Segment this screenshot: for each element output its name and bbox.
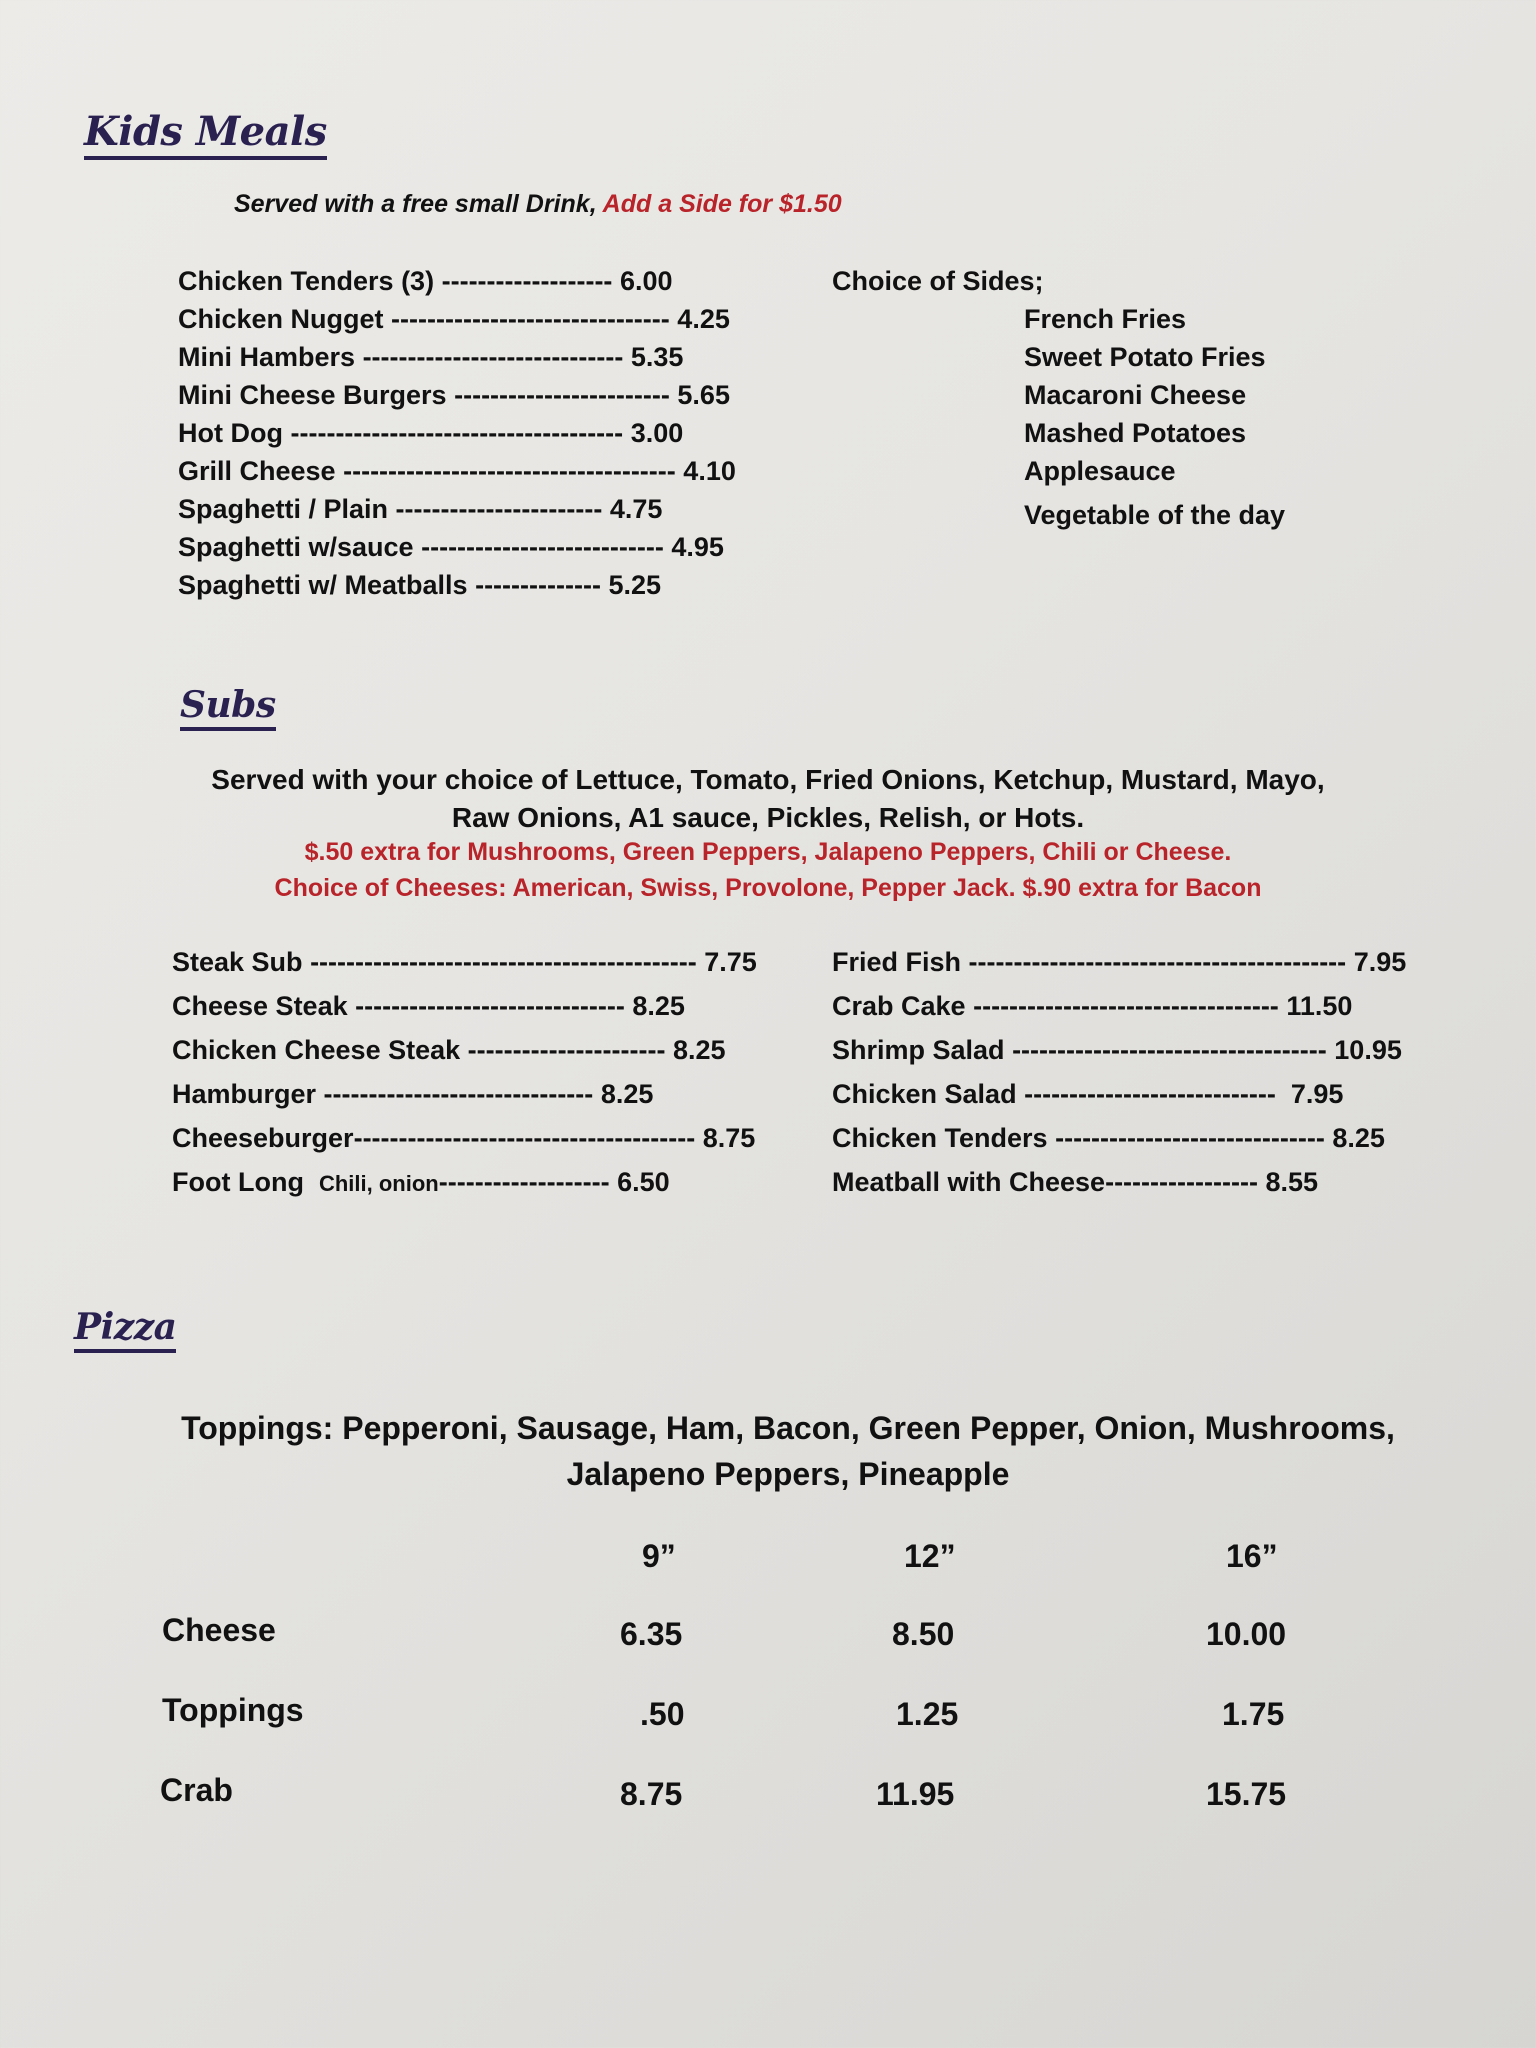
item-dashes: ------------------------------------------: [968, 947, 1347, 977]
kids-meals-list: [178, 262, 736, 604]
menu-item: [178, 300, 736, 338]
side-item: Sweet Potato Fries: [1024, 342, 1266, 372]
item-name: Spaghetti w/sauce: [178, 532, 414, 562]
pizza-price: 1.75: [1222, 1696, 1285, 1732]
pizza-price: 8.50: [892, 1616, 955, 1652]
item-name: Chicken Cheese Steak: [172, 1035, 461, 1065]
sides-title: Choice of Sides;: [832, 266, 1044, 296]
item-price: 7.95: [1353, 947, 1407, 977]
item-dashes: -----------------------------: [362, 342, 624, 372]
item-dashes: -------------------: [438, 1167, 610, 1197]
menu-item: [832, 1160, 1406, 1204]
item-name: Chicken Tenders: [832, 1123, 1048, 1153]
item-note: Chili, onion: [318, 1171, 439, 1196]
pizza-price: 1.25: [896, 1696, 959, 1732]
pizza-price: 11.95: [876, 1776, 955, 1812]
subs-condiments-line2: Raw Onions, A1 sauce, Pickles, Relish, or Hots.: [451, 802, 1085, 833]
pizza-row-cheese-label: Cheese: [162, 1612, 276, 1648]
pizza-heading: Pizza: [74, 1306, 176, 1353]
menu-item: [832, 1028, 1406, 1072]
pizza-price: .50: [640, 1696, 685, 1732]
item-price: 10.95: [1334, 1035, 1402, 1065]
item-name: Chicken Nugget: [178, 304, 384, 334]
item-price: 6.00: [619, 266, 673, 296]
item-price: 8.25: [1332, 1123, 1385, 1153]
item-price: 5.35: [630, 342, 684, 372]
kids-intro-add-side: Add a Side for $1.50: [602, 190, 842, 218]
pizza-size-12: 12”: [904, 1538, 956, 1574]
menu-item: [172, 1160, 757, 1206]
sides-list: [1024, 300, 1285, 534]
item-dashes: ------------------------------: [1055, 1123, 1325, 1153]
item-dashes: -------------------------------------: [290, 418, 624, 448]
item-price: 4.95: [671, 532, 724, 562]
menu-item: [178, 376, 736, 414]
item-price: 7.75: [704, 947, 757, 977]
pizza-row-crab-label: Crab: [160, 1772, 233, 1808]
item-price: 5.25: [608, 570, 662, 600]
item-name: Hamburger: [172, 1079, 317, 1109]
item-dashes: ----------------------------: [1024, 1079, 1276, 1109]
pizza-price: 10.00: [1206, 1616, 1287, 1652]
item-price: 8.55: [1265, 1167, 1319, 1197]
item-dashes: --------------: [475, 570, 601, 600]
subs-list-left: [172, 940, 757, 1206]
pizza-row-toppings-label: Toppings: [162, 1692, 304, 1728]
item-dashes: ----------------------------------: [973, 991, 1279, 1021]
item-name: Chicken Tenders (3): [178, 266, 435, 296]
menu-item: [178, 490, 736, 528]
pizza-price: 8.75: [620, 1776, 683, 1812]
item-name: Grill Cheese: [178, 456, 336, 486]
item-name: Mini Cheese Burgers: [178, 380, 447, 410]
item-dashes: -------------------------------: [391, 304, 670, 334]
menu-item: [178, 452, 736, 490]
pizza-toppings-line1: Toppings: Pepperoni, Sausage, Ham, Bacon, Green Pepper, Onion, Mushrooms,: [181, 1410, 1395, 1446]
item-name: Mini Hambers: [178, 342, 356, 372]
item-name: Chicken Salad: [832, 1079, 1017, 1109]
item-dashes: ------------------------: [454, 380, 670, 410]
menu-item: [178, 414, 736, 452]
item-name: Cheeseburger: [172, 1123, 354, 1153]
pizza-price: 6.35: [620, 1616, 683, 1652]
menu-item: [832, 984, 1406, 1028]
menu-item: [178, 262, 736, 300]
menu-item: [178, 338, 736, 376]
item-price: 7.95: [1290, 1079, 1344, 1109]
item-name: Cheese Steak: [172, 991, 348, 1021]
item-dashes: -------------------------------------: [343, 456, 676, 486]
item-name: Steak Sub: [172, 947, 303, 977]
item-dashes: ------------------------------: [355, 991, 625, 1021]
item-price: 3.00: [630, 418, 684, 448]
item-price: 6.50: [617, 1167, 670, 1197]
side-item: Macaroni Cheese: [1024, 380, 1247, 410]
menu-item: [178, 528, 736, 566]
kids-intro-text: Served with a free small Drink,: [234, 190, 603, 218]
kids-meals-heading: Kids Meals: [84, 108, 327, 160]
subs-extras-line: $.50 extra for Mushrooms, Green Peppers, Jalapeno Peppers, Chili or Cheese.: [304, 838, 1232, 866]
item-dashes: -------------------------------------------: [310, 947, 697, 977]
item-dashes: ----------------------: [467, 1035, 666, 1065]
item-name: Spaghetti w/ Meatballs: [178, 570, 468, 600]
subs-cheese-line: Choice of Cheeses: American, Swiss, Provolone, Pepper Jack. $.90 extra for Bacon: [274, 874, 1262, 902]
side-item: Vegetable of the day: [1024, 500, 1286, 530]
menu-item: [172, 984, 757, 1028]
subs-condiments-line1: Served with your choice of Lettuce, Tomato, Fried Onions, Ketchup, Mustard, Mayo,: [211, 764, 1325, 795]
item-dashes: -------------------: [441, 266, 613, 296]
item-price: 4.25: [677, 304, 730, 334]
menu-item: [178, 566, 736, 604]
menu-item: [172, 940, 757, 984]
item-price: 4.75: [609, 494, 663, 524]
item-dashes: ---------------------------: [421, 532, 664, 562]
item-price: 8.25: [632, 991, 685, 1021]
item-name: Meatball with Cheese: [832, 1167, 1106, 1197]
item-dashes: -----------------------------------: [1012, 1035, 1327, 1065]
item-name: Shrimp Salad: [832, 1035, 1005, 1065]
item-name: Hot Dog: [178, 418, 283, 448]
menu-item: [832, 940, 1406, 984]
pizza-size-16: 16”: [1226, 1538, 1278, 1574]
item-name: Foot Long: [172, 1167, 304, 1197]
item-price: 11.50: [1286, 991, 1353, 1021]
item-price: 4.10: [683, 456, 736, 486]
item-price: 8.25: [672, 1035, 726, 1065]
item-price: 8.25: [600, 1079, 654, 1109]
item-dashes: ------------------------------: [323, 1079, 594, 1109]
side-item: Applesauce: [1024, 456, 1176, 486]
menu-item: [832, 1116, 1406, 1160]
item-name: Spaghetti / Plain: [178, 494, 389, 524]
kids-meals-intro: [234, 190, 842, 219]
side-item: French Fries: [1024, 304, 1187, 334]
menu-item: [172, 1116, 757, 1160]
item-dashes: -----------------: [1105, 1167, 1258, 1197]
menu-item: [172, 1028, 757, 1072]
item-dashes: --------------------------------------: [353, 1123, 696, 1153]
pizza-toppings-line2: Jalapeno Peppers, Pineapple: [566, 1456, 1010, 1492]
item-dashes: -----------------------: [395, 494, 603, 524]
subs-heading: Subs: [180, 684, 276, 731]
pizza-price: 15.75: [1206, 1776, 1287, 1812]
subs-list-right: [832, 940, 1406, 1204]
item-name: Crab Cake: [832, 991, 966, 1021]
menu-item: [172, 1072, 757, 1116]
menu-item: [832, 1072, 1406, 1116]
item-name: Fried Fish: [832, 947, 962, 977]
side-item: Mashed Potatoes: [1024, 418, 1247, 448]
item-price: 8.75: [702, 1123, 756, 1153]
item-price: 5.65: [677, 380, 730, 410]
pizza-size-9: 9”: [642, 1538, 676, 1574]
